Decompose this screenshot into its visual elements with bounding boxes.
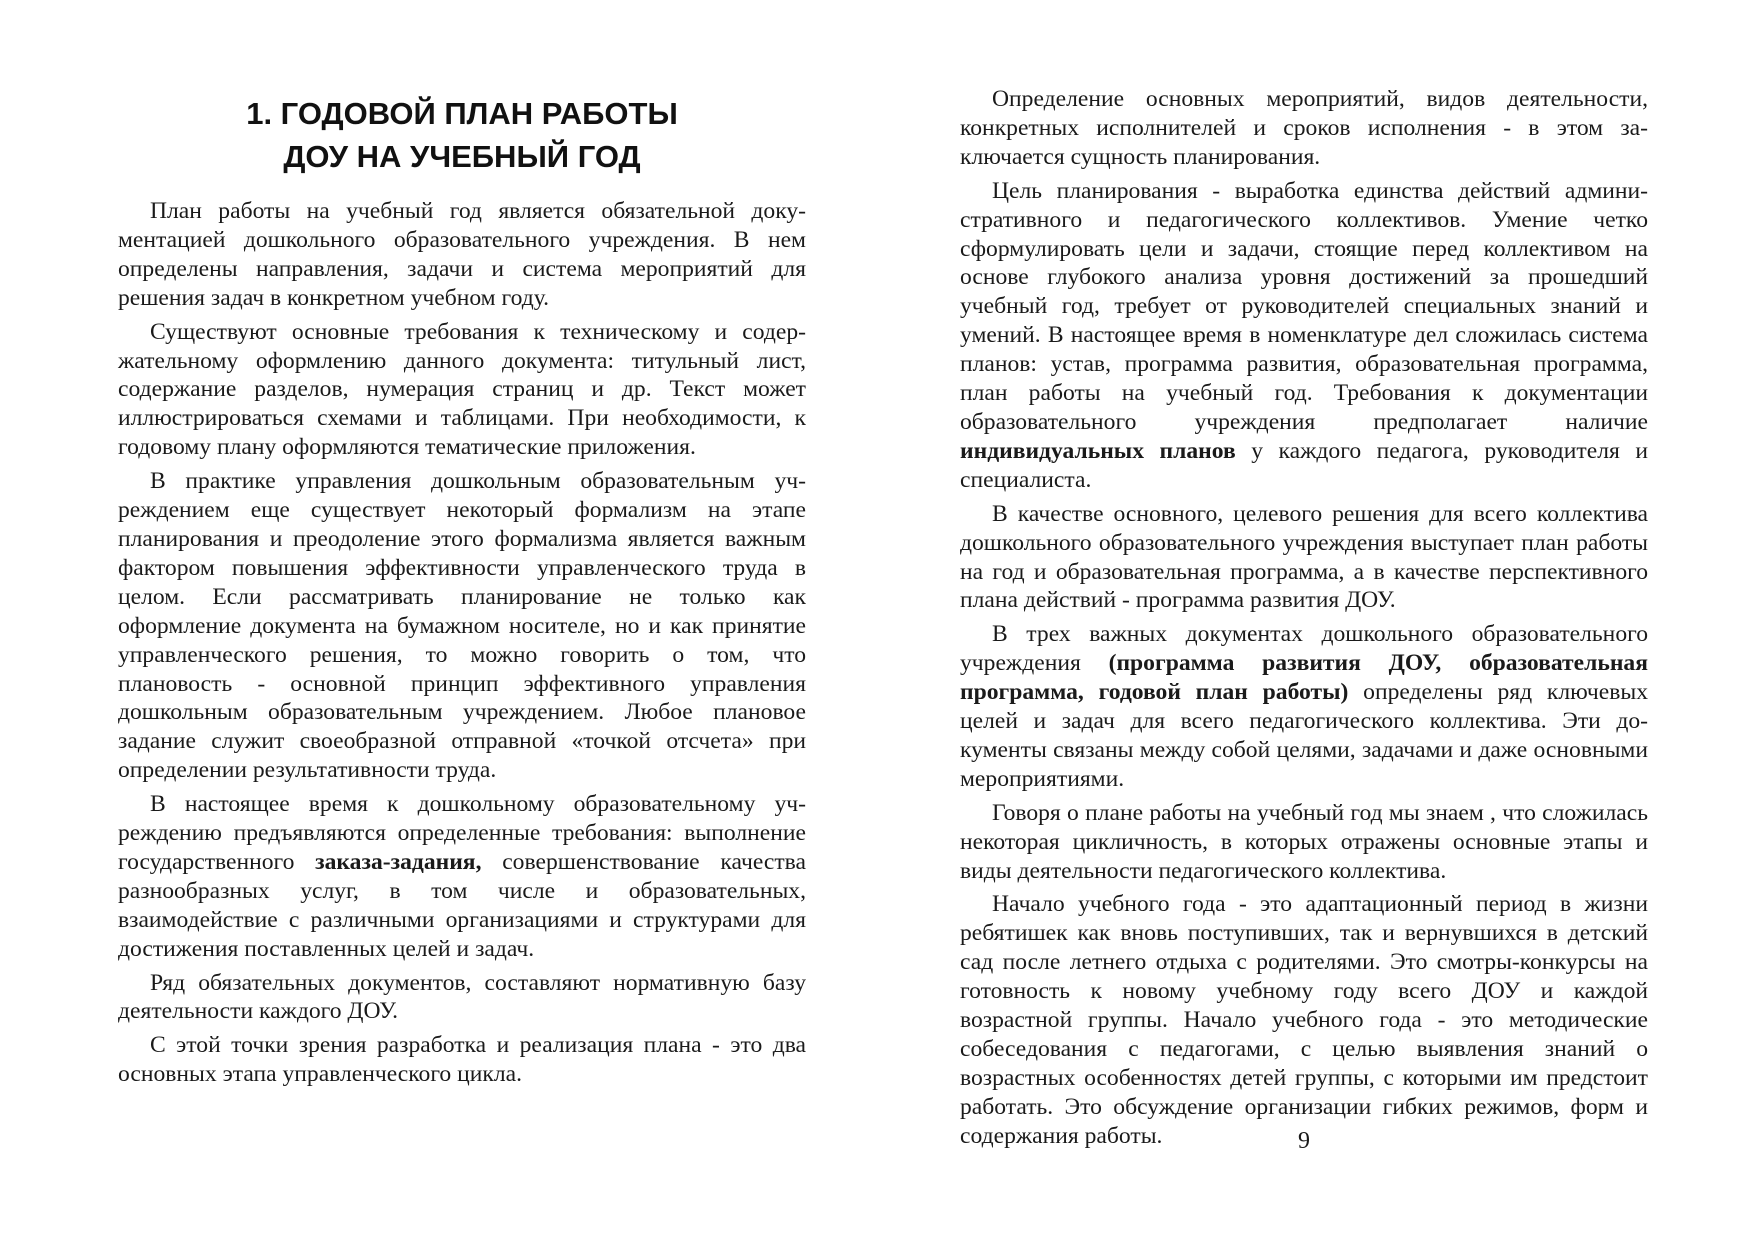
- chapter-title-line-1: 1. ГОДОВОЙ ПЛАН РАБОТЫ: [246, 96, 678, 131]
- paragraph: В практике управления дошкольным образовательным учреждением еще существует некоторый формализм на этапе планирования и преодоление этого формализма является важным фактором повышения эффективности управленческого труда в целом. Если рассматривать планирование не только как оформление документа на бумажном носителе, но и как принятие управленческого решения, то можно говорить о том, что плановость - основной принцип эффективного управления дошкольным образовательным учреждением. Любое плановое задание служит своеобразной отправной «точкой отсчета» при определении результативности труда.: [118, 468, 806, 784]
- paragraph: С этой точки зрения разработка и реализация плана - это два основных этапа управленческого цикла.: [118, 1032, 806, 1088]
- paragraph: Начало учебного года - это адаптационный период в жизни ребятишек как вновь поступивших, так и вернувшихся в детский сад после летнего отдыха с родителями. Это смотры-конкурсы на готовность к новому учебному году всего ДОУ и каждой возрастной группы. Начало учебного года - это методические собеседования с педагогами, с целью выявления знаний о возрастных особенностях детей группы, с которыми им предстоит работать. Это обсуждение организации гибких режимов, форм и содержания работы.: [960, 891, 1648, 1149]
- chapter-title-line-2: ДОУ НА УЧЕБНЫЙ ГОД: [283, 139, 641, 174]
- left-page: [118, 0, 806, 1240]
- paragraph: Говоря о плане работы на учебный год мы знаем , что сложилась некоторая цикличность, в которых отражены основные этапы и виды деятельности педагогического коллектива.: [960, 799, 1648, 884]
- paragraph: [960, 177, 1648, 495]
- paragraph-text: совершенствование качества разнообразных услуг, в том числе и образовательных, взаимодействие с различными организациями и структурами для достижения поставленных целей и задач.: [118, 848, 806, 962]
- chapter-title: [118, 92, 806, 178]
- paragraph: Существуют основные требования к техническому и содержательному оформлению данного документа: титульный лист, содержание разделов, нумерация страниц и др. Текст может иллюстрироваться схемами и таблицами. При необходимости, к годовому плану оформляются тематические приложения.: [118, 318, 806, 461]
- paragraph-text: определены ряд ключевых целей и задач для всего педагогического коллектива. Эти документы связаны между собой целями, задачами и даже основными мероприятиями.: [960, 679, 1648, 792]
- paragraph: Определение основных мероприятий, видов деятельности, конкретных исполнителей и сроков исполнения - в этом заключается сущность планирования.: [960, 86, 1648, 170]
- paragraph-text: В трех важных документах дошкольного образовательного учреждения: [960, 621, 1648, 677]
- bold-term: (программа развития ДОУ, образовательная программа, годовой план работы): [960, 650, 1648, 706]
- paragraph: Ряд обязательных документов, составляют нормативную базу деятельности каждого ДОУ.: [118, 969, 806, 1025]
- paragraph: План работы на учебный год является обязательной документацией дошкольного образовательного учреждения. В нем определены направления, задачи и система мероприятий для решения задач в конкретном учебном году.: [118, 198, 806, 311]
- paragraph: [960, 620, 1648, 793]
- paragraph: [118, 790, 806, 963]
- paragraph-text: В настоящее время к дошкольному образовательному учреждению предъявляются определенные требования: выполнение государственного: [118, 791, 806, 875]
- left-page-body: [118, 197, 806, 1094]
- right-page: [960, 0, 1648, 1240]
- bold-term: заказа-задания,: [315, 848, 482, 875]
- page-number: 9: [1298, 1128, 1310, 1154]
- paragraph-text: у каждого педагога, руководителя и специалиста.: [960, 437, 1648, 493]
- paragraph: В качестве основного, целевого решения для всего коллектива дошкольного образовательного учреждения выступает план работы на год и образовательная программа, а в качестве перспективного плана действий - программа развития ДОУ.: [960, 500, 1648, 614]
- bold-term: индивидуальных планов: [960, 437, 1236, 464]
- right-page-body: [960, 85, 1648, 1156]
- paragraph-text: Цель планирования - выработка единства действий административного и педагогического коллективов. Умение четко сформулировать цели и задачи, стоящие перед коллективом на основе глубокого анализа уровня достижений за прошедший учебный год, требует от руководителей специальных знаний и умений. В настоящее время в номенклатуре дел сложилась система планов: устав, программа развития, образовательная программа, план работы на учебный год. Требования к документации образовательного учреждения предполагает наличие: [960, 177, 1648, 435]
